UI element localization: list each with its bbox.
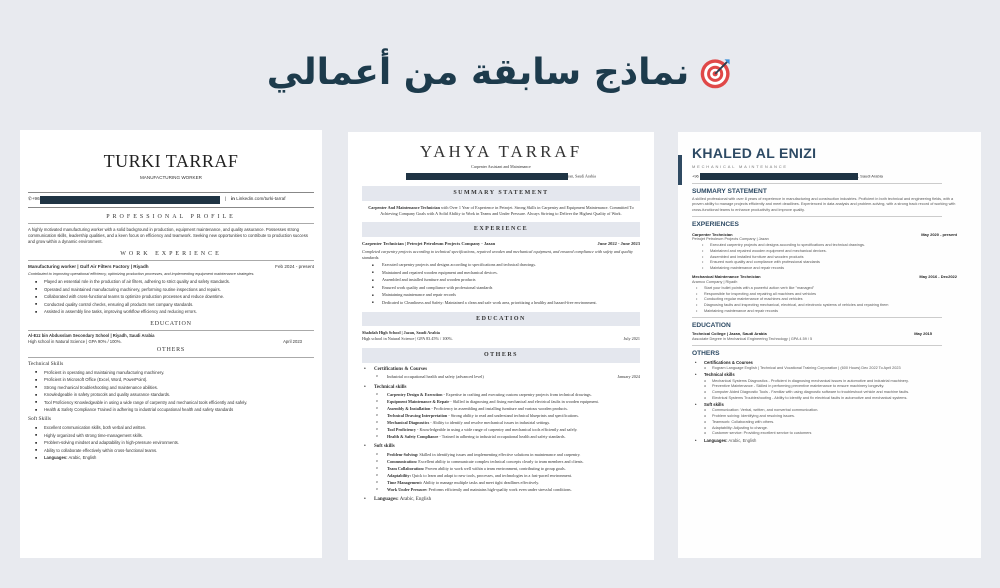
edu-school: Al-Ezz bin Abdusslam Secondary School | Riyadh, Saudi Arabia	[28, 333, 155, 339]
divider	[692, 345, 942, 346]
section-heading: SUMMARY STATEMENT	[362, 186, 640, 201]
page-title	[267, 52, 734, 93]
list-item: o Communication: Excellent ability to communicate complex technical concepts clearly to team members and clients.	[387, 459, 640, 465]
resume-turki-tarraf	[20, 130, 322, 558]
list-item: ■ Ability to collaborate effectively within cross-functional teams.	[44, 448, 314, 454]
list-item: • Start your bullet points with a powerful action verb like "managed"	[704, 286, 967, 292]
job-title: Carpenter Technician | Petrojet Petroleum Projects Company - Jazan	[362, 241, 496, 246]
job-header	[28, 264, 314, 270]
list-item: o Equipment Maintenance & Repair - Skilled in diagnosing and fixing mechanical and electrical faults in wooden equipment.	[387, 399, 640, 405]
section-heading: EDUCATION	[692, 322, 731, 330]
subsection-heading: • Certifications & Courses	[362, 366, 640, 373]
section-heading: EDUCATION	[362, 312, 640, 327]
list-item: ■ Played an essential role in the production of air filters, adhering to strict quality and safety standards.	[44, 279, 314, 285]
edu-school: Shahdah High School | Jazan, Saudi Arabia	[362, 330, 440, 336]
resume-role: Carpenter Assistant and Maintenance	[471, 163, 531, 169]
list-item: o Carpentry Design & Execution - Expertise in crafting and executing custom carpentry projects from technical drawings.	[387, 392, 640, 398]
list-item: • Maintaining maintenance and repair records	[704, 309, 967, 315]
job-summary: Contributed to improving operational efficiency, optimizing production processes, and implementing equipment maintenance strategies.	[28, 272, 255, 277]
languages-item: • Languages: Arabic, English	[362, 496, 640, 503]
list-item: • Ensured work quality and compliance with professional standards	[710, 260, 967, 266]
list-item: o Tool Proficiency - Knowledgeable in using a wide range of carpentry and mechanical tools efficiently and safely.	[387, 427, 640, 433]
list-item: ■ Operated and maintained manufacturing machinery, performing routine inspections and repairs.	[44, 287, 314, 293]
technical-skills	[692, 379, 967, 402]
summary-text: Carpenter And Maintenance Technician with Over 1 Year of Experience in Petrojet. Strong Skills in Carpentry and Equipment Maintenance. Committed To Achieving Company Goals with A Solid Ability to Work in Teams and Under Pressure. Always Striving to Deliver the Highest Quality of Work.	[368, 205, 634, 217]
contact-line: ran, Saudi Arabia	[362, 173, 640, 180]
section-heading: SUMMARY STATEMENT	[692, 188, 767, 196]
list-item: • Maintained and repaired wooden equipment and mechanical devices.	[710, 249, 967, 255]
resume-name: KHALED AL ENIZI	[692, 145, 817, 161]
list-item: o Teamwork: Collaborating with others.	[712, 420, 967, 426]
list-item: ■ Proficient in Microsoft Office (Excel, Word, PowerPoint).	[44, 377, 314, 383]
job-bullets	[692, 243, 967, 271]
list-item: ■ Maintaining maintenance and repair records	[382, 292, 640, 298]
technical-skills	[28, 370, 314, 413]
subsection-heading: Technical Skills	[28, 360, 64, 367]
list-item: o Technical Drawing Interpretation - Strong ability to read and understand technical blueprints and specifications.	[387, 413, 640, 419]
list-item: ■ Collaborated with cross-functional teams to optimize production processes and reduce downtime.	[44, 294, 314, 300]
languages-item: • Languages: Arabic, English	[692, 438, 967, 444]
list-item: o Customer service: Providing excellent service to customers	[712, 431, 967, 437]
redacted-contact	[406, 173, 568, 180]
soft-skills	[28, 425, 314, 461]
subsection-heading: • Technical skills	[692, 372, 967, 378]
languages-item: ■ Languages: Arabic, English	[44, 455, 314, 461]
job-bullets	[692, 286, 967, 314]
soft-skills	[362, 452, 640, 494]
list-item: o Electrical Systems Troubleshooting - Ability to identify and fix electrical faults in automotive and mechanical systems.	[712, 396, 967, 402]
resume-khaled-al-enizi	[678, 132, 981, 558]
list-item: o Preventive Maintenance - Skilled in performing preventive maintenance to ensure machinery longevity.	[712, 384, 967, 390]
edu-row	[28, 339, 314, 345]
resume-role: MANUFACTURING WORKER	[139, 175, 202, 181]
edu-date: April 2023	[283, 339, 302, 345]
list-item: ■ Assisted in assembly line tasks, improving workflow efficiency and reducing errors.	[44, 309, 314, 315]
edu-row	[362, 336, 640, 342]
subsection-heading: • Soft skills	[362, 443, 640, 450]
linkedin-link: Linkedin.com/turki-tarraf	[236, 196, 286, 202]
list-item: ■ Proficient in operating and maintaining manufacturing machinery.	[44, 370, 314, 376]
section-heading: EXPERIENCE	[362, 222, 640, 237]
section-heading: EXPERIENCES	[692, 221, 739, 229]
list-item: o Mechanical Diagnostics - Ability to identify and resolve mechanical issues in industrial settings.	[387, 420, 640, 426]
edu-degree: High school in Natural Science | GPA 83.45% / 100%.	[362, 336, 454, 342]
list-item: o Time Management: Ability to manage multiple tasks and meet tight deadlines effectively.	[387, 480, 640, 486]
redacted-contact	[700, 173, 858, 180]
redacted-contact	[40, 196, 220, 204]
section-heading: PROFESSIONAL PROFILE	[28, 213, 314, 224]
phone-prefix: +96	[31, 196, 40, 202]
resume-name: TURKI TARRAF	[103, 151, 239, 171]
job-header: Carpenter Technician May 2020 - present	[692, 231, 957, 237]
list-item: • Conducting regular maintenance of machines and vehicles	[704, 297, 967, 303]
linkedin-icon: in	[230, 196, 235, 202]
job-company: Aramco Company | Riyadh	[692, 280, 738, 285]
list-item: o Work Under Pressure: Performs efficiently and maintains high-quality work even under stressful conditions.	[387, 487, 640, 493]
list-item: o Problem-Solving: Skilled in identifying issues and implementing effective solutions in maintenance and carpentry.	[387, 452, 640, 458]
title-text: نماذج سابقة من أعمالي	[266, 52, 690, 93]
job-summary: Completed carpentry projects according to technical specifications, repaired wooden and mechanical equipment, and ensured compliance with safety and quality standards.	[362, 248, 633, 260]
job-header	[362, 241, 640, 248]
contact-line: +96 , Saudi Arabia	[692, 173, 883, 179]
list-item: o Computer Aided Diagnostic Tools - Familiar with using diagnostic software to troubleshoot vehicle and machine faults.	[712, 390, 967, 396]
technical-skills	[362, 392, 640, 441]
cert-list	[692, 366, 967, 372]
list-item: o Rogram Language English | Technical and Vocational Training Corporation | (600 Hours) Dec 2022 To April 2023	[712, 366, 967, 372]
list-item: o Communication: Verbal, written, and nonverbal communication.	[712, 408, 967, 414]
soft-skills	[692, 408, 967, 436]
page-header	[0, 52, 1000, 95]
list-item: ■ Conducted quality control checks, ensuring all products met company standards.	[44, 302, 314, 308]
section-heading: OTHERS	[362, 348, 640, 363]
edu-degree: Associate Degree in Mechanical Engineering Technology | GPA 4.59 / 5	[692, 336, 813, 341]
job-date: June 2022 - June 2023	[597, 241, 640, 246]
accent-bar	[678, 155, 682, 185]
divider	[692, 183, 942, 184]
list-item: • Maintaining maintenance and repair records	[710, 266, 967, 272]
list-item: ■ Assembled and installed furniture and wooden products	[382, 277, 640, 283]
section-heading: WORK EXPERIENCE	[28, 250, 314, 261]
list-item: • Responsible for inspecting and repairing all machines and vehicles	[704, 292, 967, 298]
list-item: ■ Maintained and repaired wooden equipment and mechanical devices.	[382, 270, 640, 276]
list-item: o Adaptability: Quick to learn and adapt to new tools, processes, and technologies in a fast-paced environment.	[387, 473, 640, 479]
list-item: ■ Tool Proficiency Knowledgeable in using a wide range of carpentry and mechanical tools efficiently and safely.	[44, 400, 314, 406]
job-date: Feb 2024 - present	[275, 264, 314, 270]
subsection-heading: Soft Skills	[28, 416, 52, 423]
job-bullets	[28, 279, 314, 315]
contact-bar: ✆ +96 | in Linkedin.com/turki-tarraf	[28, 192, 314, 208]
subsection-heading: • Soft skills	[692, 402, 967, 408]
cert-list	[362, 374, 640, 380]
list-item: ■ Dedicated to Cleanliness and Safety: Maintained a clean and safe work area, prioritizing a healthy and hazard-free environment.	[382, 300, 640, 306]
list-item: o Industrial occupational health and safety (advanced level) January 2024	[387, 374, 640, 380]
edu-header: Technical College | Jazan, Saudi Arabia May 2015	[692, 330, 932, 336]
list-item: o Mechanical Systems Diagnostics - Proficient in diagnosing mechanical issues in automotive and industrial machinery.	[712, 379, 967, 385]
list-item: ■ Executed carpentry projects and designs according to specifications and technical drawings.	[382, 262, 640, 268]
list-item: ■ Ensured work quality and compliance with professional standards	[382, 285, 640, 291]
list-item: ■ Highly organized with strong time-management skills.	[44, 433, 314, 439]
list-item: ■ Knowledgeable in safety protocols and quality assurance standards.	[44, 392, 314, 398]
list-item: o Health & Safety Compliance - Trained in adhering to industrial occupational health and safety standards.	[387, 434, 640, 440]
phone-icon: ✆	[28, 196, 32, 202]
divider	[692, 216, 942, 217]
list-item: ■ Strong mechanical troubleshooting and maintenance abilities.	[44, 385, 314, 391]
section-heading: EDUCATION	[28, 320, 314, 331]
job-title: Manufacturing worker | Gulf Air Filters Factory | Riyadh	[28, 264, 149, 270]
target-dart-icon	[699, 56, 733, 90]
resume-role: MECHANICAL MAINTENANCE	[692, 164, 788, 170]
job-company: Petrojet Petroleum Projects Company | Jazan	[692, 237, 769, 242]
list-item: o Assembly & Installation - Proficiency in assembling and installing furniture and various wooden products.	[387, 406, 640, 412]
list-item: o Adaptability: Adjusting to change.	[712, 426, 967, 432]
section-heading: OTHERS	[692, 350, 720, 357]
list-item: ■ Problem-solving mindset and adaptability in high-pressure environments.	[44, 440, 314, 446]
subsection-heading: • Technical skills	[362, 384, 640, 391]
summary-text: A skilled professional with over 8 years of experience in manufacturing and construction industries. Proficient in both technical and engineering fields, with a proven ability to manage projects efficiently and meet deadlines. Experienced in data analysis and problem-solving, with a strong track record of working with cross-functional teams to enhance productivity and improve quality.	[692, 196, 956, 212]
job-header: Mechanical Maintenance Technician May 2016 - Dec2022	[692, 274, 957, 280]
resume-name: YAHYA TARRAF	[419, 142, 583, 161]
list-item: • Assembled and installed furniture and wooden products	[710, 255, 967, 261]
section-heading: OTHERS	[28, 346, 314, 357]
edu-degree: High school in Natural Science | GPA 90% / 100%.	[28, 339, 122, 345]
list-item: o Problem solving: Identifying and resolving issues.	[712, 414, 967, 420]
job-bullets	[362, 262, 640, 306]
list-item: o Team Collaboration: Proven ability to work well within a team environment, contributing to group goals.	[387, 466, 640, 472]
edu-date: July 2021	[623, 336, 640, 342]
list-item: ■ Excellent communication skills, both verbal and written.	[44, 425, 314, 431]
list-item: • Executed carpentry projects and designs according to specifications and technical drawings.	[710, 243, 967, 249]
subsection-heading: • Certifications & Courses	[692, 360, 967, 366]
resume-yahya-tarraf	[348, 132, 654, 560]
divider	[692, 317, 942, 318]
profile-text: A highly motivated manufacturing worker with a solid background in production, equipment maintenance, and quality assurance. Possesses strong communication skills, leadership qualities, and a keen focus on efficiency and teamwork. Seeking new opportunities to contribute to production success and grow within a dynamic environment.	[28, 227, 308, 244]
list-item: ■ Health & Safety Compliance Trained in adhering to industrial occupational health and safety standards	[44, 407, 314, 413]
list-item: • Diagnosing faults and inspecting mechanical, electrical, and electronic systems of vehicles and repairing them	[704, 303, 967, 309]
